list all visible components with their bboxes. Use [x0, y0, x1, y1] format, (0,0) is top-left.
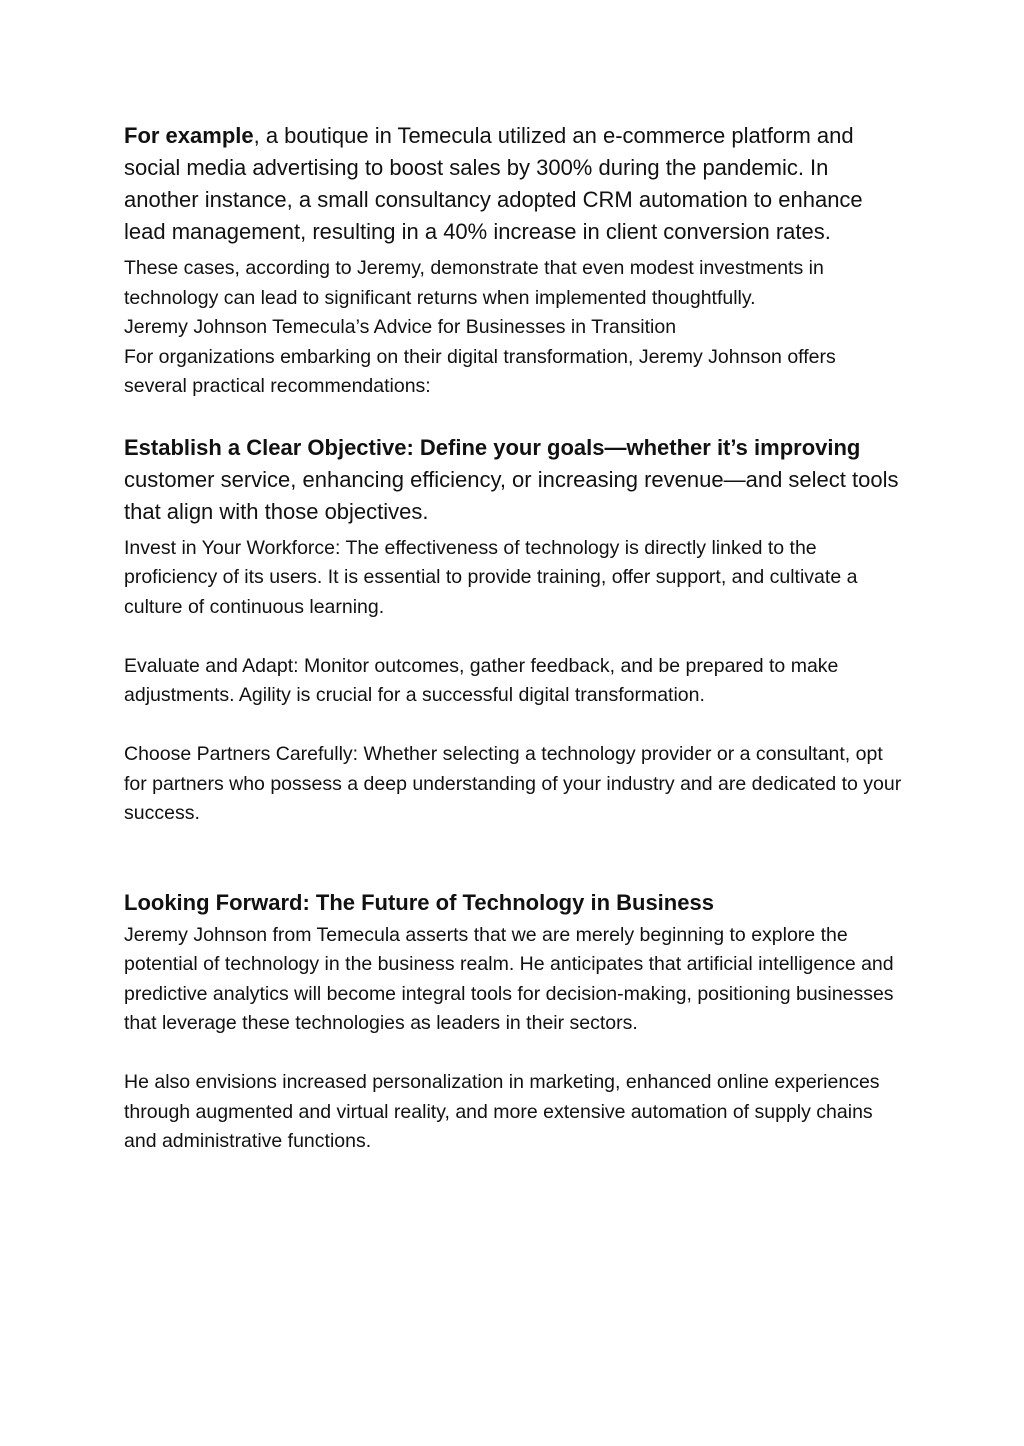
future-paragraph: Jeremy Johnson from Temecula asserts that we are merely beginning to explore the potential of technology in the business realm. He anticipates that artificial intelligence and predictive analytics will become integral tools for decision-making, positioning businesses that leverage these technologies as leaders in their sectors.	[124, 923, 894, 1034]
objective-lead: Establish a Clear Objective: Define your goals—whether it’s improving	[124, 434, 861, 460]
example-lead: For example	[124, 123, 254, 148]
workforce-paragraph: Invest in Your Workforce: The effectiveness of technology is directly linked to the proficiency of its users. It is essential to provide training, offer support, and cultivate a culture of continuous learning.	[124, 536, 858, 618]
partners-paragraph: Choose Partners Carefully: Whether selecting a technology provider or a consultant, opt for partners who possess a deep understanding of your industry and are dedicated to your success.	[124, 743, 902, 824]
future-heading: Looking Forward: The Future of Technology in Business	[124, 889, 714, 915]
objective-paragraph	[124, 432, 904, 528]
example-text: , a boutique in Temecula utilized an e-commerce platform and social media advertising to boost sales by 300% during the pandemic. In another instance, a small consultancy adopted CRM automation to enhance lead management, resulting in a 40% increase in client conversion rates.	[124, 123, 863, 244]
document-page	[124, 120, 904, 1157]
objective-text: customer service, enhancing efficiency, or increasing revenue—and select tools that align with those objectives.	[124, 466, 899, 524]
evaluate-paragraph: Evaluate and Adapt: Monitor outcomes, gather feedback, and be prepared to make adjustments. Agility is crucial for a successful digital transformation.	[124, 654, 839, 706]
recommendations-intro: For organizations embarking on their digital transformation, Jeremy Johnson offers several practical recommendations:	[124, 345, 836, 397]
cases-paragraph: These cases, according to Jeremy, demonstrate that even modest investments in technology can lead to significant returns when implemented thoughtfully.	[124, 257, 824, 309]
advice-subheading: Jeremy Johnson Temecula’s Advice for Businesses in Transition	[124, 316, 677, 338]
example-paragraph	[124, 120, 904, 248]
envisions-paragraph: He also envisions increased personalization in marketing, enhanced online experiences through augmented and virtual reality, and more extensive automation of supply chains and administrative functions.	[124, 1071, 880, 1152]
